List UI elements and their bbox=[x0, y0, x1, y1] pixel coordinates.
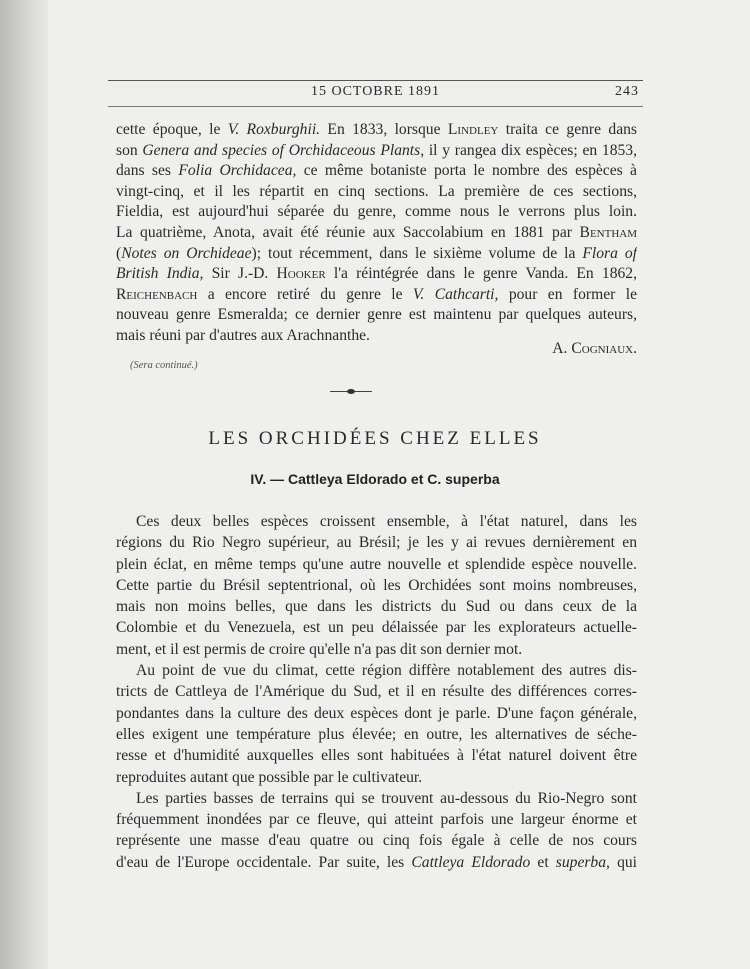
text-segment: d'eau de l'Europe occidentale. Par suite, les bbox=[116, 853, 412, 871]
text-line bbox=[116, 639, 637, 660]
continued-note: (Sera continué.) bbox=[130, 360, 198, 371]
text-segment: Colombie et du Venezuela, est un peu délaissée par les explorateurs actuelle- bbox=[116, 619, 637, 637]
text-segment: Bentham bbox=[579, 223, 637, 241]
text-line bbox=[116, 788, 637, 809]
text-line bbox=[116, 141, 637, 162]
text-segment: représente une masse d'eau quatre ou cinq fois égale à celle de nos cours bbox=[116, 832, 637, 850]
text-line bbox=[116, 681, 637, 702]
article1-body bbox=[116, 120, 637, 347]
text-line bbox=[116, 511, 637, 532]
text-segment: pour en former le bbox=[498, 285, 637, 303]
text-segment: dans ses bbox=[116, 162, 179, 180]
text-segment: et bbox=[530, 853, 556, 871]
text-line bbox=[116, 264, 637, 285]
text-segment: Genera and species of Orchidaceous Plants, bbox=[142, 141, 425, 159]
text-segment: superba, bbox=[555, 853, 610, 871]
section-ornament bbox=[330, 391, 372, 392]
page-number: 243 bbox=[615, 84, 639, 99]
text-segment: V. Roxburghii. bbox=[227, 121, 321, 138]
text-segment: ment, et il est permis de croire qu'elle n'a pas dit son dernier mot. bbox=[116, 640, 523, 658]
text-line bbox=[116, 305, 637, 326]
text-segment: Folia Orchidacea, bbox=[178, 162, 297, 180]
text-segment: l'a réintégrée dans le genre Vanda. En 1862, bbox=[325, 265, 637, 283]
text-line bbox=[116, 575, 637, 596]
text-segment: En 1833, lorsque bbox=[320, 121, 448, 138]
text-line bbox=[116, 202, 637, 223]
article-title: LES ORCHIDÉES CHEZ ELLES bbox=[208, 428, 542, 449]
article2-body bbox=[116, 511, 637, 873]
text-line bbox=[116, 161, 637, 182]
text-segment: reproduites autant que possible par le cultivateur. bbox=[116, 768, 423, 786]
text-segment: son bbox=[116, 141, 143, 159]
text-line bbox=[116, 532, 637, 553]
text-segment: Cattleya Eldorado bbox=[411, 853, 531, 871]
text-line bbox=[116, 285, 637, 306]
text-line bbox=[116, 745, 637, 766]
text-segment: La quatrième, Anota, avait été réunie aux Saccolabium en 1881 par bbox=[116, 223, 580, 241]
text-segment: Fieldia, est aujourd'hui séparée du genre, comme nous le verrons plus loin. bbox=[116, 203, 637, 221]
text-segment: Cette partie du Brésil septentrional, où les Orchidées sont moins nombreuses, bbox=[116, 576, 637, 594]
text-line bbox=[116, 852, 637, 873]
text-segment: resse et d'humidité auxquelles elles sont habituées à l'état naturel doivent être bbox=[116, 747, 637, 765]
text-segment: qui bbox=[609, 853, 637, 871]
text-line bbox=[116, 182, 637, 203]
text-segment: a encore retiré du genre le bbox=[197, 285, 413, 303]
text-line bbox=[116, 554, 637, 575]
text-segment: Notes on Orchideae bbox=[121, 244, 252, 262]
author-signature bbox=[552, 340, 637, 358]
text-segment: fréquemment inondées par ce fleuve, qui atteint parfois une largeur énorme et bbox=[116, 811, 637, 829]
text-segment: vingt-cinq, et il les répartit en cinq sections. La première de ces sections, bbox=[116, 182, 637, 200]
text-segment: mais non moins belles, que dans les districts du Sud ou dans ceux de la bbox=[116, 598, 637, 616]
text-segment: il y rangea dix espèces; en 1853, bbox=[424, 141, 637, 159]
text-line bbox=[116, 244, 637, 265]
text-line bbox=[116, 617, 637, 638]
text-segment: régions du Rio Negro supérieur, au Brésil; je les y ai revues dernièrement en bbox=[116, 534, 637, 552]
text-line bbox=[116, 703, 637, 724]
text-segment: Reichenbach bbox=[116, 285, 198, 303]
text-segment: Les parties basses de terrains qui se trouvent au-dessous du Rio-Negro sont bbox=[136, 789, 637, 807]
text-segment: V. Cathcarti, bbox=[412, 285, 499, 303]
text-segment: Flora of bbox=[582, 244, 637, 262]
text-line bbox=[116, 223, 637, 244]
text-line bbox=[116, 767, 637, 788]
text-segment: British India, bbox=[116, 265, 204, 283]
text-line bbox=[116, 724, 637, 745]
text-segment: pondantes dans la culture des deux espèces dont je parle. D'une façon générale, bbox=[116, 704, 637, 722]
text-line bbox=[116, 120, 637, 141]
text-segment: ce même botaniste porta le nombre des espèces à bbox=[296, 162, 637, 180]
header-rule-bottom bbox=[108, 106, 643, 107]
text-segment: traita ce genre dans bbox=[498, 121, 637, 138]
header-rule-top bbox=[108, 80, 643, 81]
text-line bbox=[116, 809, 637, 830]
text-segment: plein éclat, en même temps qu'une autre nouvelle et splendide espèce nouvelle. bbox=[116, 555, 637, 573]
text-segment: Ces deux belles espèces croissent ensemble, à l'état naturel, dans les bbox=[136, 513, 637, 530]
text-segment: ); tout récemment, dans le sixième volume de la bbox=[251, 244, 583, 262]
text-line bbox=[116, 596, 637, 617]
text-segment: elles exigent une température plus élevée; en outre, les alternatives de séche- bbox=[116, 725, 637, 743]
signature-name: Cogniaux. bbox=[571, 340, 637, 357]
text-segment: ( bbox=[116, 244, 122, 262]
text-segment: mais réuni par d'autres aux Arachnanthe. bbox=[116, 326, 370, 344]
text-segment: tricts de Cattleya de l'Amérique du Sud, et il en résulte des différences corres- bbox=[116, 683, 637, 701]
text-segment: cette époque, le bbox=[116, 121, 228, 138]
text-segment: Sir J.-D. bbox=[203, 265, 277, 283]
header-date: 15 OCTOBRE 1891 bbox=[310, 84, 441, 99]
text-segment: Au point de vue du climat, cette région diffère notablement des autres dis- bbox=[136, 662, 637, 680]
text-segment: nouveau genre Esmeralda; ce dernier genre est maintenu par quelques auteurs, bbox=[116, 306, 637, 324]
text-line bbox=[116, 830, 637, 851]
signature-initial: A. bbox=[552, 340, 572, 357]
text-segment: Hooker bbox=[276, 265, 326, 283]
text-segment: Lindley bbox=[447, 121, 499, 138]
text-line bbox=[116, 660, 637, 681]
article-subtitle: IV. — Cattleya Eldorado et C. superba bbox=[250, 471, 500, 487]
